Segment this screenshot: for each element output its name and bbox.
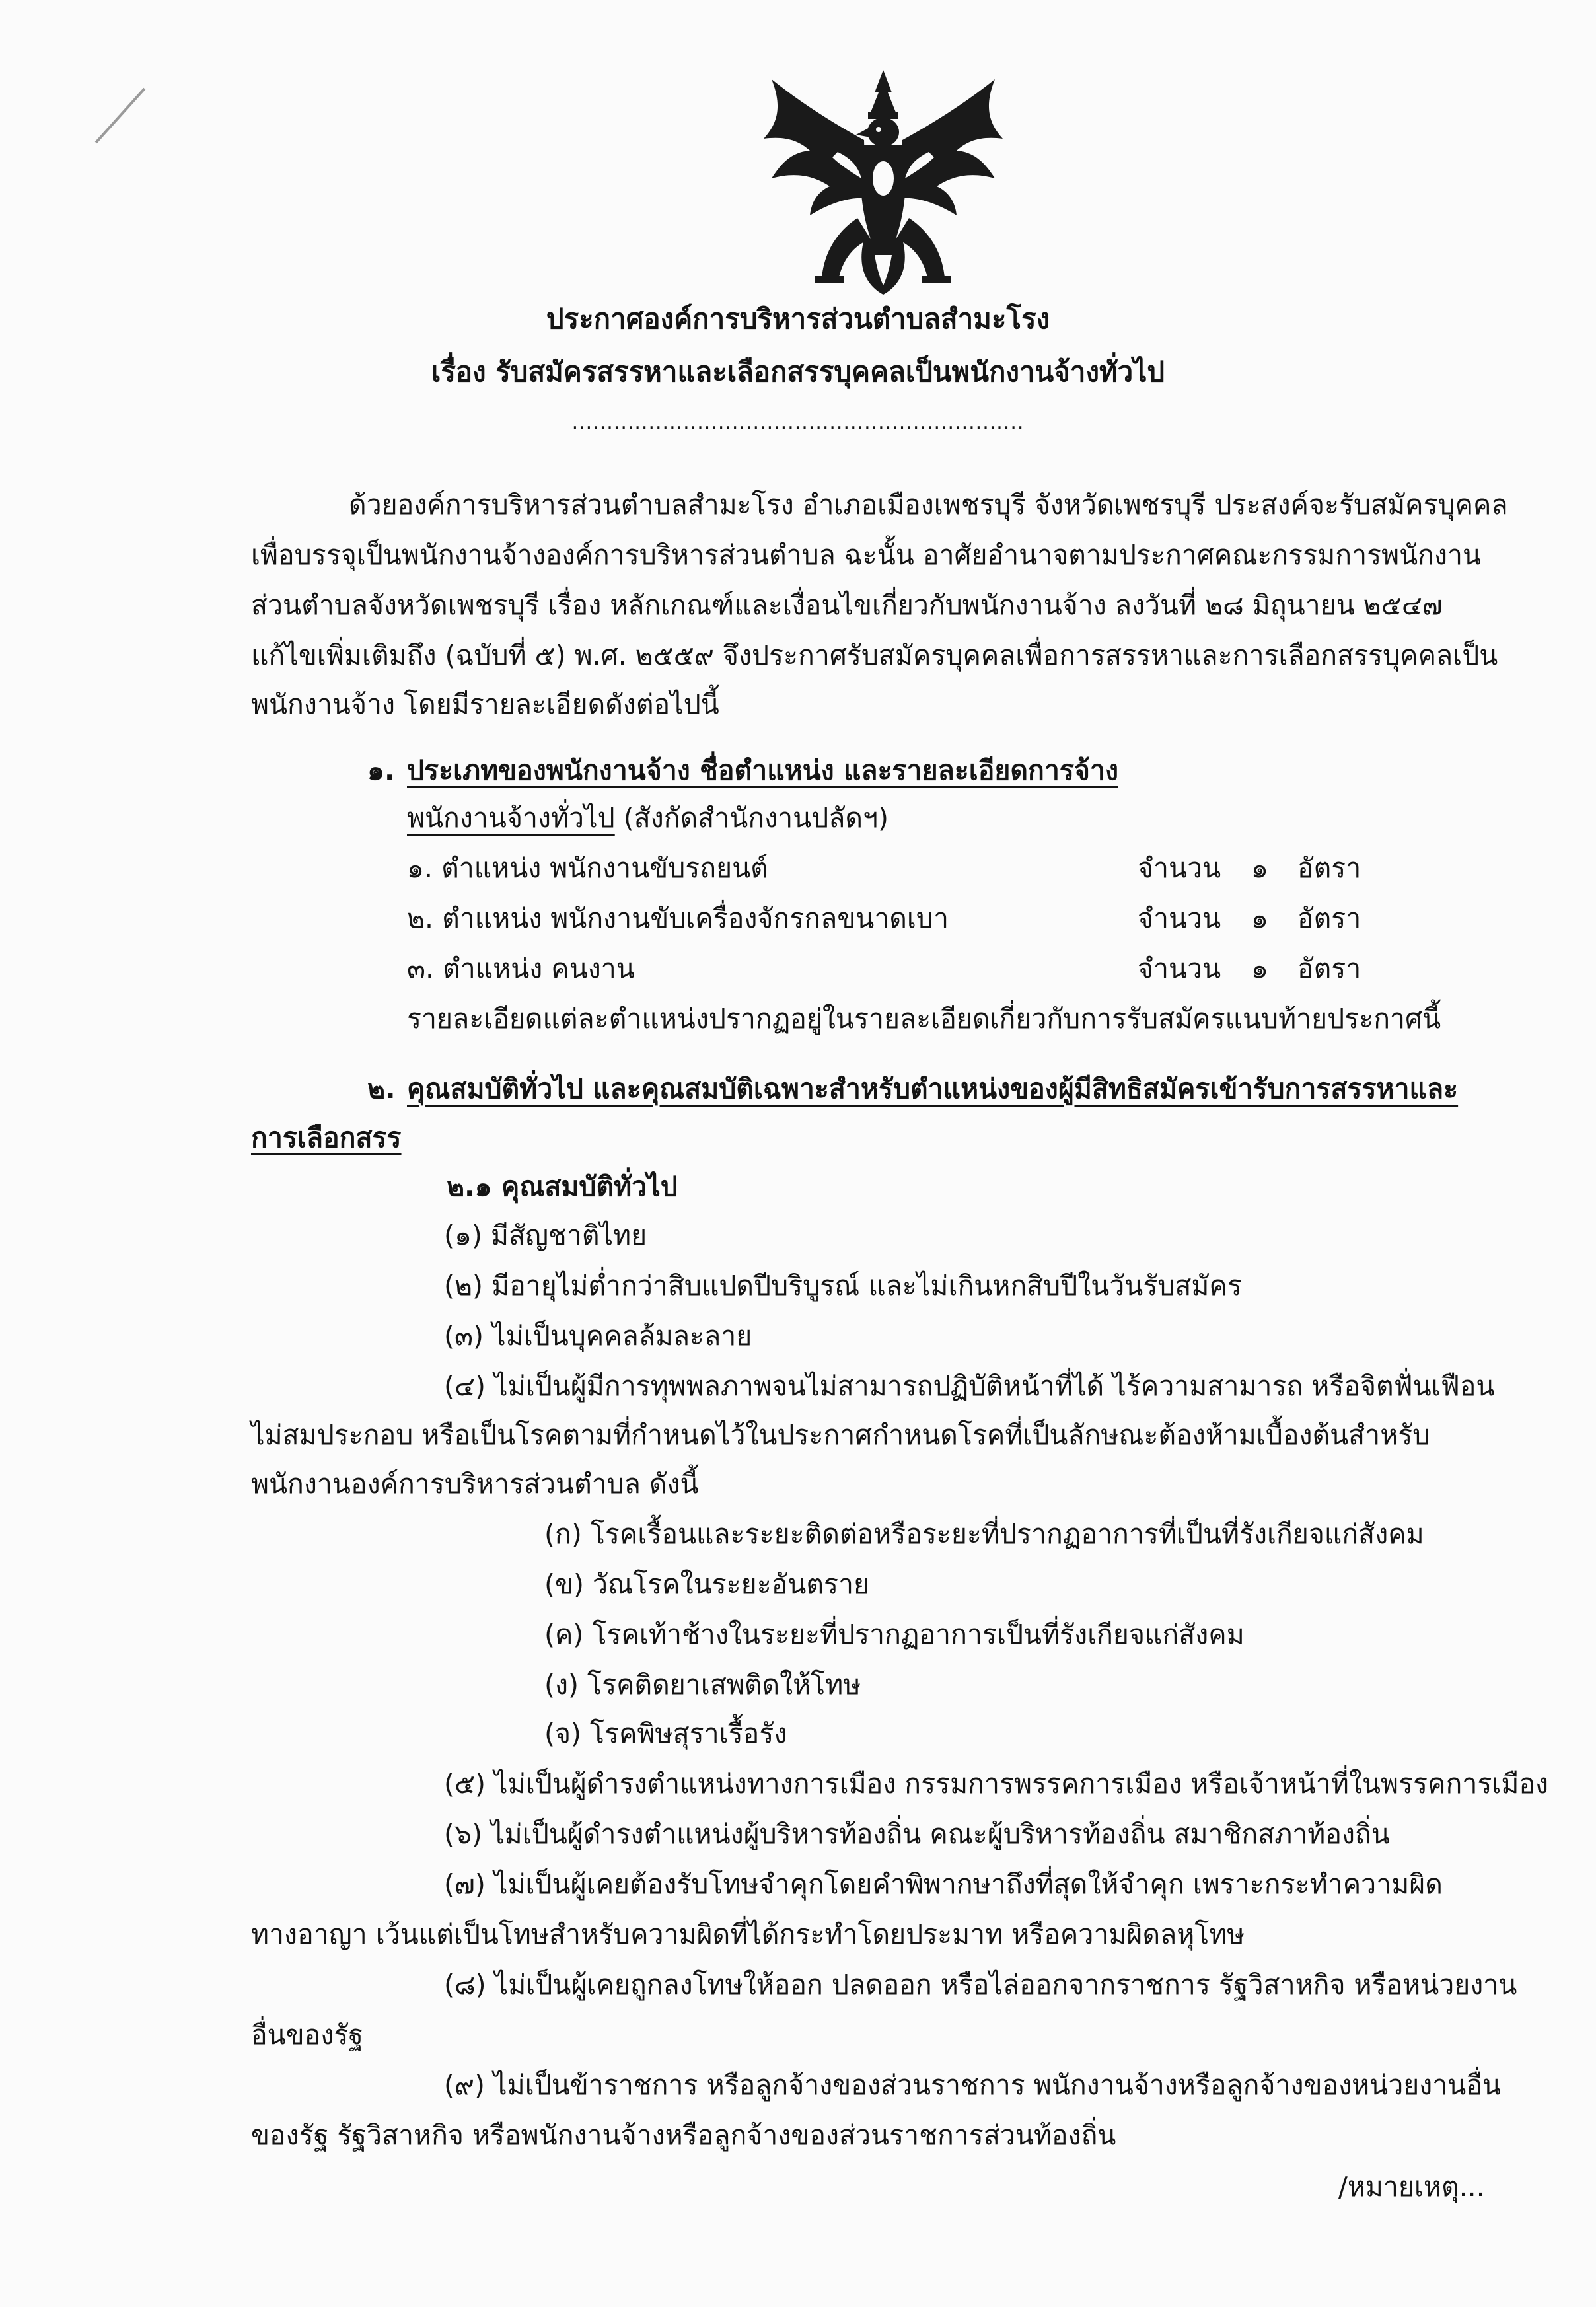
position-qty: ๑	[1251, 902, 1269, 934]
garuda-emblem-icon	[758, 66, 1008, 299]
section-2-1-heading: ๒.๑ คุณสมบัติทั่วไป	[447, 1171, 678, 1202]
qualification-item: (๙) ไม่เป็นข้าราชการ หรือลูกจ้างของส่วนราชการ พนักงานจ้างหรือลูกจ้างของหน่วยงานอื่น	[444, 2069, 1501, 2101]
position-qty-label: จำนวน	[1138, 953, 1221, 984]
intro-line: เพื่อบรรจุเป็นพนักงานจ้างองค์การบริหารส่วนตำบล ฉะนั้น อาศัยอำนาจตามประกาศคณะกรรมการพนักงาน	[251, 539, 1482, 571]
disease-item: (จ) โรคพิษสุราเรื้อรัง	[544, 1718, 787, 1749]
section-1-number: ๑.	[367, 754, 395, 786]
qualification-item-cont: ของรัฐ รัฐวิสาหกิจ หรือพนักงานจ้างหรือลูกจ้างของส่วนราชการส่วนท้องถิ่น	[251, 2119, 1116, 2151]
intro-line: ส่วนตำบลจังหวัดเพชรบุรี เรื่อง หลักเกณฑ์และเงื่อนไขเกี่ยวกับพนักงานจ้าง ลงวันที่ ๒๘ มิถุนายน ๒๕๔๗	[251, 589, 1443, 621]
position-label: ๒. ตำแหน่ง พนักงานขับเครื่องจักรกลขนาดเบา	[407, 902, 949, 934]
qualification-item: (๑) มีสัญชาติไทย	[444, 1220, 647, 1251]
position-label: ๓. ตำแหน่ง คนงาน	[407, 953, 635, 984]
qualification-item: (๕) ไม่เป็นผู้ดำรงตำแหน่งทางการเมือง กรรมการพรรคการเมือง หรือเจ้าหน้าที่ในพรรคการเมือง	[444, 1768, 1549, 1800]
position-qty: ๑	[1251, 953, 1269, 984]
qualification-item-cont: อื่นของรัฐ	[251, 2019, 363, 2051]
section-1-note: รายละเอียดแต่ละตำแหน่งปรากฏอยู่ในรายละเอียดเกี่ยวกับการรับสมัครแนบท้ายประกาศนี้	[407, 1003, 1441, 1035]
section-1-heading: ประเภทของพนักงานจ้าง ชื่อตำแหน่ง และรายละเอียดการจ้าง	[407, 754, 1118, 786]
qualification-item-cont: ไม่สมประกอบ หรือเป็นโรคตามที่กำหนดไว้ในประกาศกำหนดโรคที่เป็นลักษณะต้องห้ามเบื้องต้นสำหรับ	[251, 1419, 1430, 1451]
pen-mark	[95, 88, 146, 143]
department-label: (สังกัดสำนักงานปลัดฯ)	[614, 802, 889, 834]
document-title: ประกาศองค์การบริหารส่วนตำบลสำมะโรง	[546, 303, 1050, 335]
position-qty: ๑	[1251, 852, 1269, 884]
section-2-heading-cont: การเลือกสรร	[251, 1122, 402, 1154]
position-unit: อัตรา	[1297, 852, 1361, 884]
disease-item: (ก) โรคเรื้อนและระยะติดต่อหรือระยะที่ปรากฏอาการที่เป็นที่รังเกียจแก่สังคม	[544, 1518, 1424, 1550]
position-unit: อัตรา	[1297, 953, 1361, 984]
position-label: ๑. ตำแหน่ง พนักงานขับรถยนต์	[407, 852, 768, 884]
employee-type-label: พนักงานจ้างทั่วไป	[407, 802, 615, 834]
position-qty-label: จำนวน	[1138, 852, 1221, 884]
divider-dots: .................................................................	[571, 411, 1025, 434]
intro-line: พนักงานจ้าง โดยมีรายละเอียดดังต่อไปนี้	[251, 688, 719, 720]
intro-line: แก้ไขเพิ่มเติมถึง (ฉบับที่ ๕) พ.ศ. ๒๕๕๙ จึงประกาศรับสมัครบุคคลเพื่อการสรรหาและการเลือกสรรบุคคลเป็น	[251, 640, 1498, 671]
continuation-marker: /หมายเหตุ...	[1338, 2171, 1485, 2203]
qualification-item-cont: พนักงานองค์การบริหารส่วนตำบล ดังนี้	[251, 1468, 699, 1500]
section-2-number: ๒.	[367, 1073, 396, 1105]
position-unit: อัตรา	[1297, 902, 1361, 934]
qualification-item: (๓) ไม่เป็นบุคคลล้มละลาย	[444, 1320, 752, 1352]
document-subject: เรื่อง รับสมัครสรรหาและเลือกสรรบุคคลเป็นพนักงานจ้างทั่วไป	[431, 355, 1165, 388]
section-2-heading: คุณสมบัติทั่วไป และคุณสมบัติเฉพาะสำหรับตำแหน่งของผู้มีสิทธิสมัครเข้ารับการสรรหาและ	[407, 1073, 1459, 1105]
disease-item: (ค) โรคเท้าช้างในระยะที่ปรากฏอาการเป็นที่รังเกียจแก่สังคม	[544, 1619, 1245, 1650]
position-qty-label: จำนวน	[1138, 902, 1221, 934]
qualification-item: (๔) ไม่เป็นผู้มีการทุพพลภาพจนไม่สามารถปฏิบัติหน้าที่ได้ ไร้ความสามารถ หรือจิตฟั่นเฟือน	[444, 1370, 1495, 1402]
qualification-item-cont: ทางอาญา เว้นแต่เป็นโทษสำหรับความผิดที่ได้กระทำโดยประมาท หรือความผิดลหุโทษ	[251, 1919, 1245, 1950]
section-1-subheading	[407, 799, 889, 836]
qualification-item: (๗) ไม่เป็นผู้เคยต้องรับโทษจำคุกโดยคำพิพากษาถึงที่สุดให้จำคุก เพราะกระทำความผิด	[444, 1868, 1443, 1900]
intro-line: ด้วยองค์การบริหารส่วนตำบลสำมะโรง อำเภอเมืองเพชรบุรี จังหวัดเพชรบุรี ประสงค์จะรับสมัครบุคคล	[349, 489, 1508, 521]
qualification-item: (๘) ไม่เป็นผู้เคยถูกลงโทษให้ออก ปลดออก หรือไล่ออกจากราชการ รัฐวิสาหกิจ หรือหน่วยงาน	[444, 1969, 1517, 2000]
disease-item: (ง) โรคติดยาเสพติดให้โทษ	[544, 1669, 861, 1701]
qualification-item: (๖) ไม่เป็นผู้ดำรงตำแหน่งผู้บริหารท้องถิ่น คณะผู้บริหารท้องถิ่น สมาชิกสภาท้องถิ่น	[444, 1818, 1390, 1850]
disease-item: (ข) วัณโรคในระยะอันตราย	[544, 1568, 870, 1600]
qualification-item: (๒) มีอายุไม่ต่ำกว่าสิบแปดปีบริบูรณ์ และไม่เกินหกสิบปีในวันรับสมัคร	[444, 1270, 1242, 1301]
